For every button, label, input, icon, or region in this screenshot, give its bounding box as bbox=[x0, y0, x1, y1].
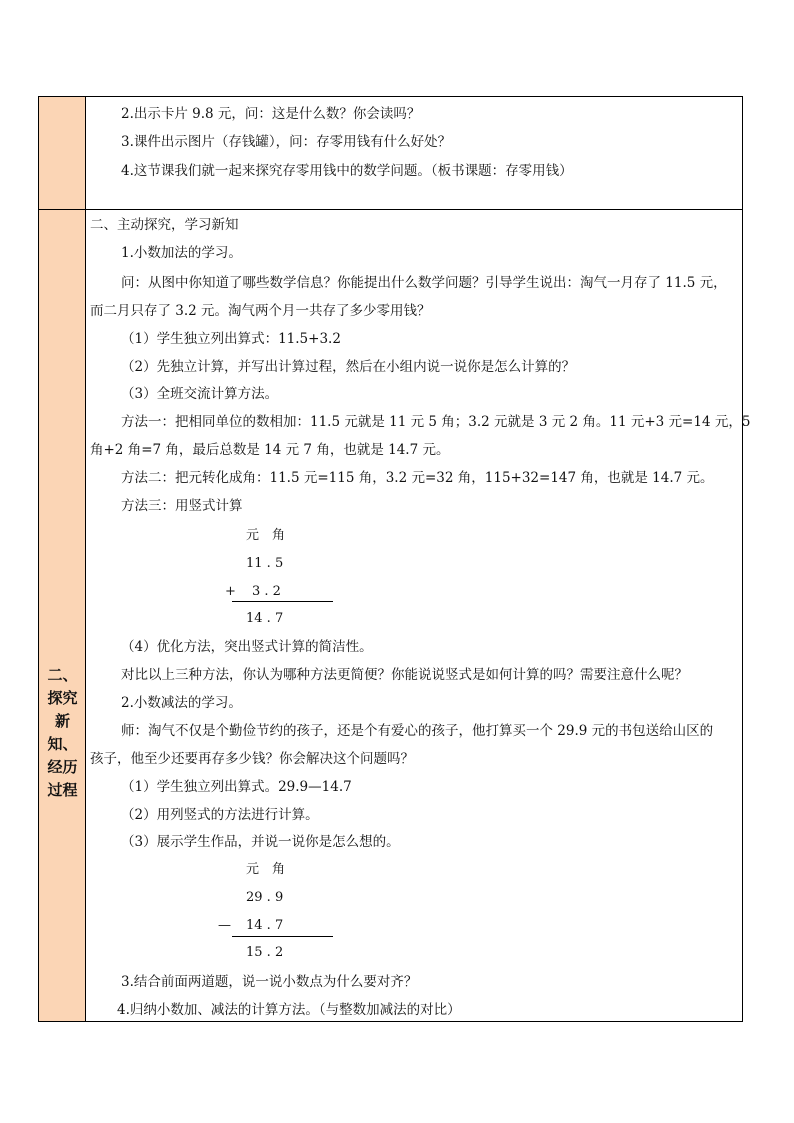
sub-top-number: 29 . 9 bbox=[246, 890, 284, 905]
text-line: 角+2 角=7 角，最后总数是 14 元 7 角，也就是 14.7 元。 bbox=[90, 442, 450, 458]
text-line: （2）先独立计算，并写出计算过程，然后在小组内说一说你是怎么计算的？ bbox=[121, 359, 576, 375]
text-line: 方法三：用竖式计算 bbox=[121, 498, 243, 514]
sub-units: 元 角 bbox=[246, 862, 286, 877]
add-operator: + bbox=[225, 584, 236, 599]
text-line: 4.这节课我们就一起来探究存零用钱中的数学问题。（板书课题：存零用钱） bbox=[121, 163, 573, 179]
row2-label-cell bbox=[39, 210, 86, 1021]
text-line: 2.出示卡片 9.8 元，问：这是什么数？你会读吗？ bbox=[121, 106, 421, 122]
text-line: （3）展示学生作品，并说一说你是怎么想的。 bbox=[121, 834, 400, 850]
text-line: 4.归纳小数加、减法的计算方法。（与整数加减法的对比） bbox=[117, 1002, 461, 1018]
row1-label-cell bbox=[39, 97, 86, 209]
text-line: （2）用列竖式的方法进行计算。 bbox=[121, 807, 319, 823]
text-line: 师：淘气不仅是个勤俭节约的孩子，还是个有爱心的孩子，他打算买一个 29.9 元的书包送给山区的 bbox=[121, 723, 714, 739]
text-line: （1）学生独立列出算式：11.5+3.2 bbox=[121, 331, 341, 347]
section-heading: 二、主动探究，学习新知 bbox=[90, 217, 239, 233]
text-line: 问：从图中你知道了哪些数学信息？你能提出什么数学问题？引导学生说出：淘气一月存了 11.5 元， bbox=[121, 275, 727, 291]
add-units: 元 角 bbox=[246, 528, 286, 543]
text-line: （4）优化方法，突出竖式计算的简洁性。 bbox=[121, 639, 373, 655]
row2-label: 二、 探究 新 知、 经历 过程 bbox=[47, 666, 78, 799]
text-line: 1.小数加法的学习。 bbox=[121, 245, 242, 261]
sub-operator: — bbox=[218, 918, 231, 933]
text-line: 2.小数减法的学习。 bbox=[121, 695, 242, 711]
row-divider bbox=[39, 209, 742, 210]
text-line: 对比以上三种方法，你认为哪种方法更简便？你能说说竖式是如何计算的吗？需要注意什么呢？ bbox=[121, 667, 688, 683]
add-bottom-number: 3 . 2 bbox=[252, 584, 281, 599]
text-line: 3.结合前面两道题，说一说小数点为什么要对齐？ bbox=[121, 974, 418, 990]
text-line: （1）学生独立列出算式。29.9—14.7 bbox=[121, 779, 352, 795]
sub-result: 15 . 2 bbox=[246, 945, 284, 960]
sub-bottom-number: 14 . 7 bbox=[246, 918, 284, 933]
sub-rule bbox=[232, 936, 333, 937]
text-line: （3）全班交流计算方法。 bbox=[121, 386, 279, 402]
add-rule bbox=[232, 601, 333, 602]
text-line: 孩子，他至少还要再存多少钱？你会解决这个问题吗？ bbox=[90, 751, 414, 767]
text-line: 3.课件出示图片（存钱罐），问：存零用钱有什么好处？ bbox=[121, 134, 452, 150]
text-line: 而二月只存了 3.2 元。淘气两个月一共存了多少零用钱？ bbox=[90, 303, 431, 319]
add-top-number: 11 . 5 bbox=[246, 556, 284, 571]
text-line: 方法一：把相同单位的数相加：11.5 元就是 11 元 5 角；3.2 元就是 3 元 2 角。11 元+3 元=14 元，5 bbox=[121, 414, 751, 430]
text-line: 方法二：把元转化成角：11.5 元=115 角，3.2 元=32 角，115+32=147 角，也就是 14.7 元。 bbox=[121, 470, 714, 486]
add-result: 14 . 7 bbox=[246, 611, 284, 626]
